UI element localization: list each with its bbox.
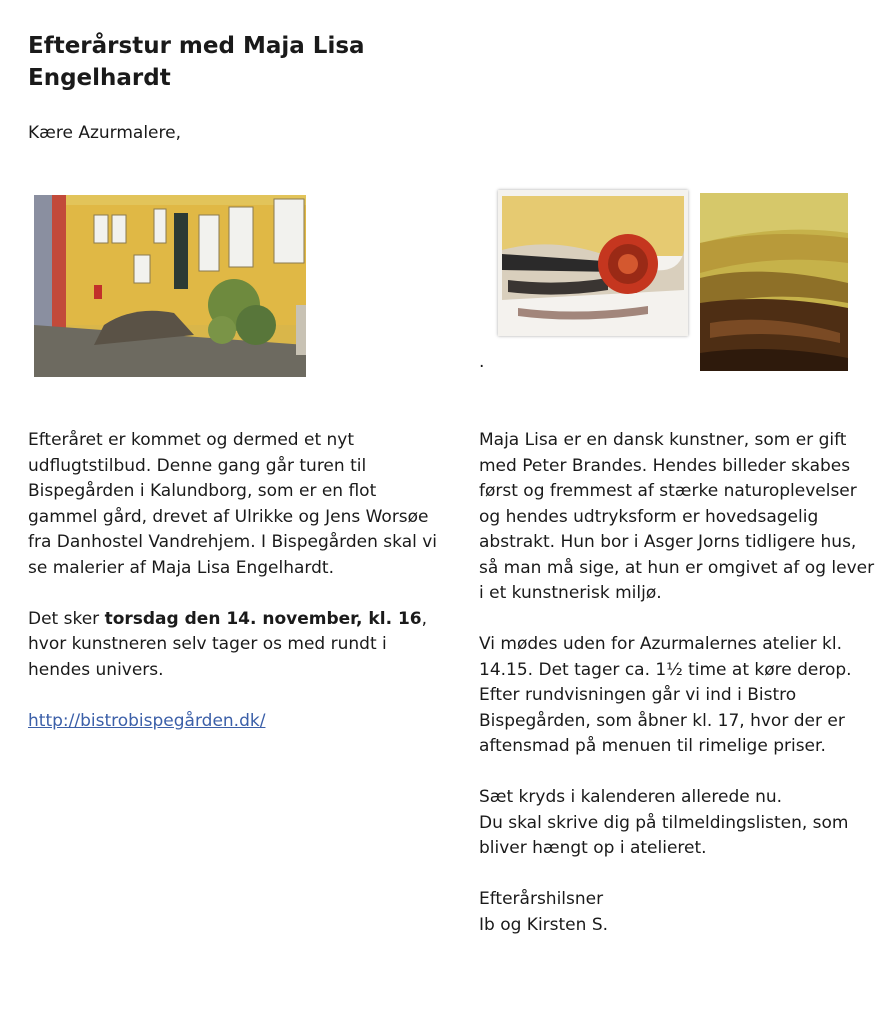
painting-red-sun [498,190,688,336]
greeting: Kære Azurmalere, [28,123,181,143]
page-title: Efterårstur med Maja Lisa Engelhardt [28,33,365,91]
stray-period: . [479,352,485,372]
left-column [28,428,438,760]
artist-paragraph: Maja Lisa er en dansk kunstner, som er gift med Peter Brandes. Hendes billeder skabes først og fremmest af stærke naturoplevelser og hendes udtryksform er hovedsagelig abstrakt. Hun bor i Asger Jorns tidligere hus, så man må sige, at hun er omgivet af og lever i et kunstnerisk miljø. [479,430,875,603]
link-paragraph [28,709,438,735]
signup-line-1: Sæt kryds i kalenderen allerede nu. [479,787,783,807]
bistro-link[interactable]: http://bistrobispegården.dk/ [28,710,266,731]
meeting-paragraph: Vi mødes uden for Azurmalernes atelier kl. 14.15. Det tager ca. 1½ time at køre derop. Efter rundvisningen går vi ind i Bistro Bispegården, som åbner kl. 17, hvor der er aftensmad på menuen til rimelige priser. [479,634,852,756]
date-suffix: , hvor kunstneren selv tager os med rundt i hendes univers. [28,608,428,680]
intro-paragraph: Efteråret er kommet og dermed et nyt udflugtstilbud. Denne gang går turen til Bispegården i Kalundborg, som er en flot gammel gård, drevet af Ulrikke og Jens Worsøe fra Danhostel Vandrehjem. I Bispegården skal vi se malerier af Maja Lisa Engelhardt. [28,430,438,578]
signature-greeting: Efterårshilsner [479,889,604,909]
painting-landscape [700,193,848,371]
date-bold: torsdag den 14. november, kl. 16 [104,608,422,629]
signup-line-2: Du skal skrive dig på tilmeldingslisten, som bliver hængt op i atelieret. [479,812,849,858]
signup-paragraph [479,785,879,862]
date-paragraph [28,607,438,684]
bispegaarden-photo [34,195,306,377]
date-prefix: Det sker [28,608,105,629]
right-column [479,428,879,964]
signature-names: Ib og Kirsten S. [479,914,609,935]
signature [479,887,879,938]
